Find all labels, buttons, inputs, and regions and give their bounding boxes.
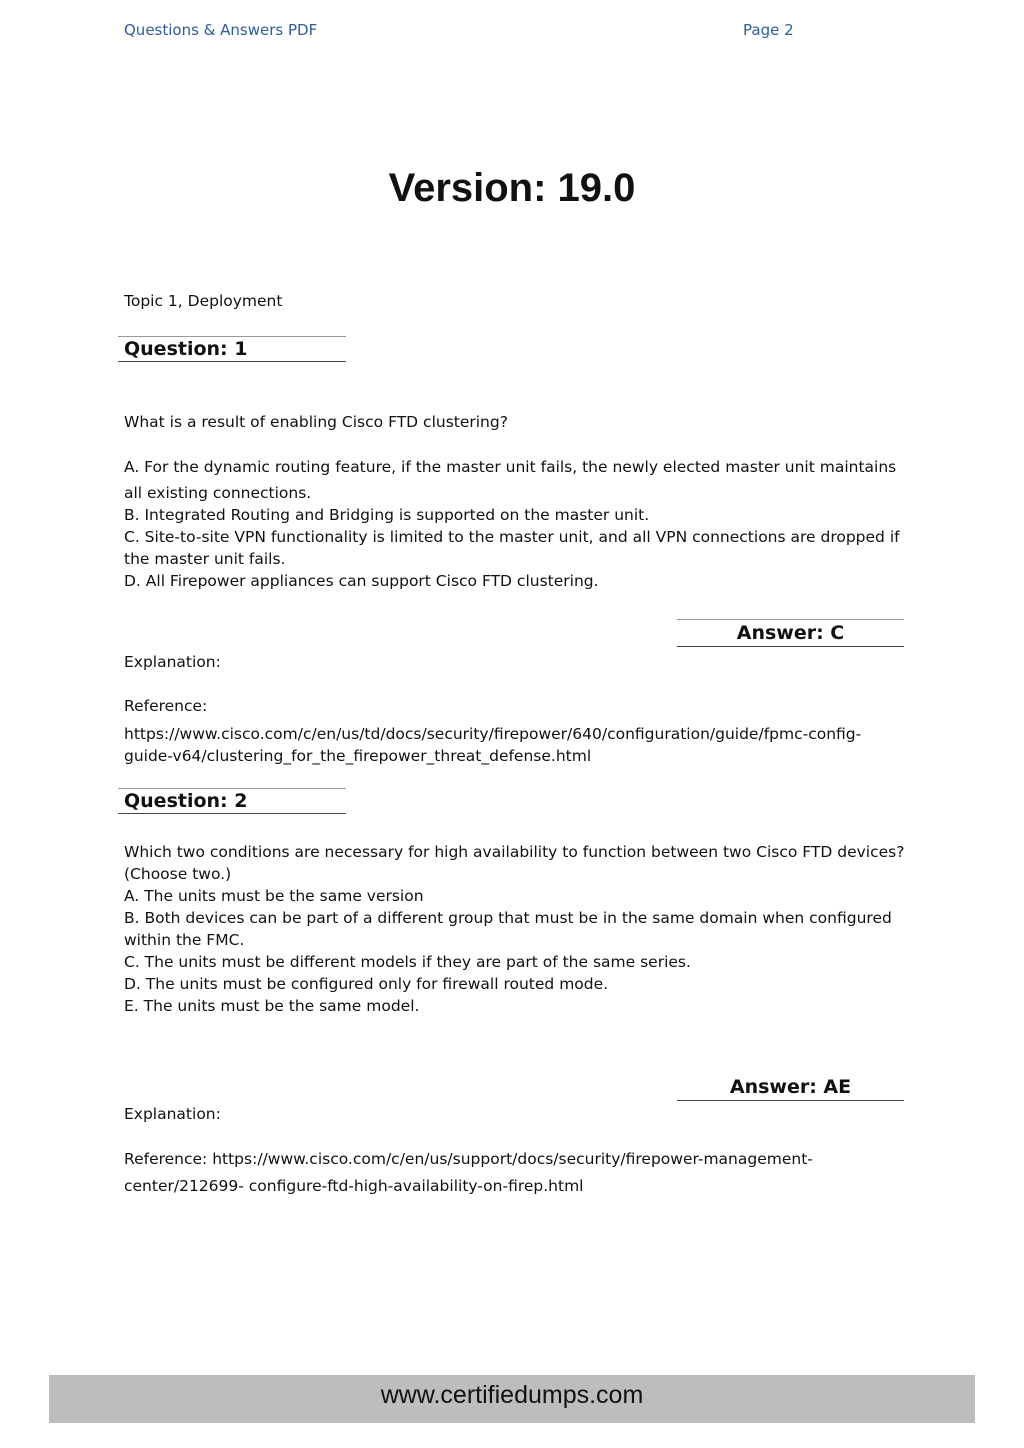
question-2-label-box: [118, 788, 346, 814]
header-title: Questions & Answers PDF: [124, 21, 318, 39]
question-2-option-line: D. The units must be configured only for firewall routed mode.: [124, 975, 609, 993]
question-1-text: What is a result of enabling Cisco FTD clustering?: [124, 413, 508, 431]
question-1-option-line: D. All Firepower appliances can support Cisco FTD clustering.: [124, 572, 599, 590]
reference-1: [124, 723, 914, 767]
answer-2: Answer: AE: [729, 1076, 852, 1098]
question-2-option-line: A. The units must be the same version: [124, 887, 424, 905]
reference-1-label: Reference:: [124, 697, 208, 715]
reference-1-line: https://www.cisco.com/c/en/us/td/docs/security/firepower/640/configuration/guide/fpmc-config-: [124, 725, 862, 743]
reference-2-line: Reference: https://www.cisco.com/c/en/us/support/docs/security/firepower-management-: [124, 1150, 813, 1168]
question-2-option-line: E. The units must be the same model.: [124, 997, 420, 1015]
question-1-option-line: all existing connections.: [124, 484, 312, 502]
question-1-option-line: A. For the dynamic routing feature, if the master unit fails, the newly elected master unit maintains: [124, 458, 897, 476]
reference-1-line: guide-v64/clustering_for_the_firepower_threat_defense.html: [124, 747, 592, 765]
reference-2-line: center/212699- configure-ftd-high-availability-on-firep.html: [124, 1177, 584, 1195]
version-title: Version: 19.0: [388, 166, 636, 210]
question-1-label: Question: 1: [124, 338, 248, 360]
question-2-option-line: C. The units must be different models if they are part of the same series.: [124, 953, 691, 971]
question-2-label: Question: 2: [124, 790, 248, 812]
explanation-1: Explanation:: [124, 653, 221, 671]
question-2-body: [124, 841, 914, 1017]
question-1-option-line: the master unit fails.: [124, 550, 286, 568]
topic-heading: Topic 1, Deployment: [124, 292, 283, 310]
question-1-label-box: [118, 336, 346, 362]
page-number: Page 2: [743, 21, 794, 39]
reference-2: [124, 1148, 914, 1197]
footer-website: www.certifiedumps.com: [380, 1381, 644, 1409]
question-2-text-line: Which two conditions are necessary for high availability to function between two Cisco FTD devices?: [124, 843, 905, 861]
question-1-options: [124, 456, 914, 592]
footer-bar: [49, 1375, 975, 1423]
question-1-option-line: C. Site-to-site VPN functionality is limited to the master unit, and all VPN connections are dropped if: [124, 528, 900, 546]
question-2-text-line: (Choose two.): [124, 865, 232, 883]
answer-1-box: [677, 619, 904, 647]
question-1-option-line: B. Integrated Routing and Bridging is supported on the master unit.: [124, 506, 650, 524]
question-2-option-line: within the FMC.: [124, 931, 245, 949]
answer-1: Answer: C: [736, 622, 845, 644]
explanation-2: Explanation:: [124, 1105, 221, 1123]
question-2-option-line: B. Both devices can be part of a different group that must be in the same domain when configured: [124, 909, 892, 927]
answer-2-box: [677, 1074, 904, 1101]
